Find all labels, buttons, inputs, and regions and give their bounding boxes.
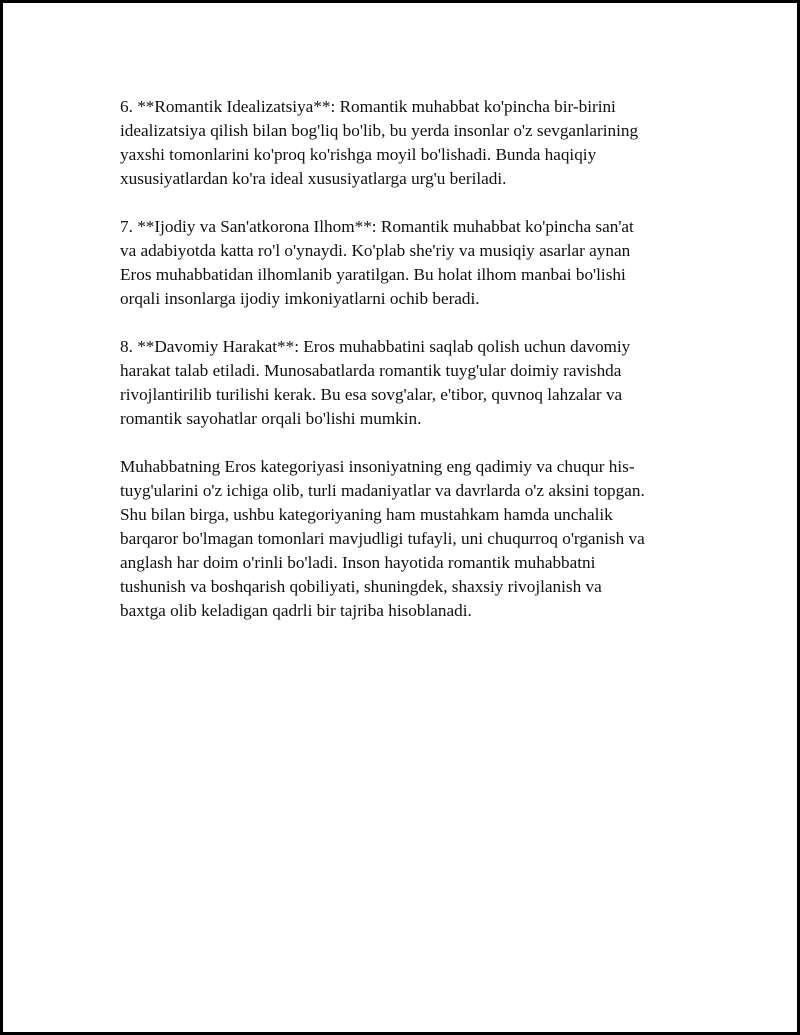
paragraph-romantic-idealization: 6. **Romantik Idealizatsiya**: Romantik muhabbat ko'pincha bir-birini idealizatsiya qilish bilan bog'liq bo'lib, bu yerda insonlar o'z sevganlarining yaxshi tomonlarini ko'proq ko'rishga moyil bo'lishadi. Bunda haqiqiy xususiyatlardan ko'ra ideal xususiyatlarga urg'u beriladi. <box>120 97 639 188</box>
document-body <box>120 95 686 647</box>
paragraph-continuous-effort: 8. **Davomiy Harakat**: Eros muhabbatini saqlab qolish uchun davomiy harakat talab etiladi. Munosabatlarda romantik tuyg'ular doimiy ravishda rivojlantirilib turilishi kerak. Bu esa sovg'alar, e'tibor, quvnoq lahzalar va romantik sayohatlar orqali bo'lishi mumkin. <box>120 337 631 428</box>
paragraph-creative-inspiration: 7. **Ijodiy va San'atkorona Ilhom**: Romantik muhabbat ko'pincha san'at va adabiyotda katta ro'l o'ynaydi. Ko'plab she'riy va musiqiy asarlar aynan Eros muhabbatidan ilhomlanib yaratilgan. Bu holat ilhom manbai bo'lishi orqali insonlarga ijodiy imkoniyatlarni ochib beradi. <box>120 217 634 308</box>
paragraph-conclusion: Muhabbatning Eros kategoriyasi insoniyatning eng qadimiy va chuqur his- tuyg'ularini o'z ichiga olib, turli madaniyatlar va davrlarda o'z aksini topgan. Shu bilan birga, ushbu kategoriyaning ham mustahkam hamda unchalik barqaror bo'lmagan tomonlari mavjudligi tufayli, uni chuqurroq o'rganish va anglash har doim o'rinli bo'ladi. Inson hayotida romantik muhabbatni tushunish va boshqarish qobiliyati, shuningdek, shaxsiy rivojlanish va baxtga olib keladigan qadrli bir tajriba hisoblanadi. <box>120 457 645 620</box>
